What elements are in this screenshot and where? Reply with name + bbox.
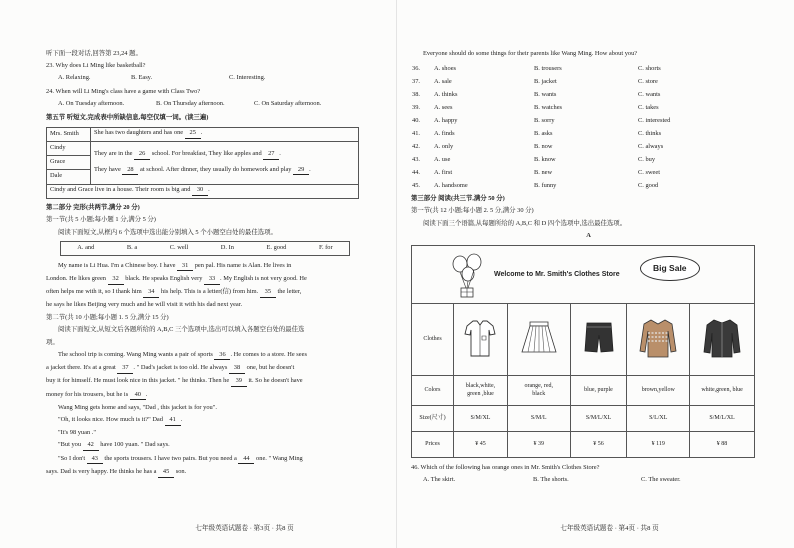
label-prices: Prices [412,431,454,457]
option-a[interactable]: A. sees [434,103,453,111]
ad-banner [412,245,755,303]
cell-mrs-smith-info: She has two daughters and has one 25 . [91,127,359,141]
option-a[interactable]: A. shoes [434,64,457,72]
skirt-icon [519,318,559,358]
question-46-options [411,476,766,485]
option-row-number: 36. [412,64,420,72]
part-2-section-1-instructions: 阅读下面短文,从框内 6 个选项中选出能分别填入 5 个小题空白处的最佳选项。 [58,228,277,236]
blank-30[interactable]: 30 [192,186,208,196]
part-2-section-2-heading: 第二节(共 10 小题;每小题 1. 5 分,满分 15 分) [46,313,169,321]
passage-2-line: says. Dad is very happy. He thinks he has a 45 son. [46,468,365,478]
size-shirt: S/M/XL [454,405,508,431]
name-dale: Dale [50,171,63,179]
box-option-f: F. for [318,244,333,252]
item-jacket [690,303,755,375]
cell-names [47,141,91,184]
jacket-icon [702,317,742,359]
blank-41[interactable]: 41 [165,416,181,426]
option-b[interactable]: B. sorry [534,116,555,124]
option-b[interactable]: B. know [534,155,556,163]
blank-33[interactable]: 33 [204,275,220,285]
q46-option-a[interactable]: A. The skirt. [423,475,456,483]
blank-25[interactable]: 25 [185,129,201,139]
option-b[interactable]: B. trousers [534,64,562,72]
part-3-section-1-heading: 第一节(共 12 小题;每小题 2. 5 分,满分 30 分) [411,207,534,215]
size-shorts: S/M/L/XL [570,405,627,431]
item-skirt [507,303,570,375]
blank-27[interactable]: 27 [263,150,279,160]
blank-28[interactable]: 28 [122,166,138,176]
box-option-b: B. a [126,244,138,252]
option-b[interactable]: B. watches [534,103,563,111]
cell-children-info: They are in the 26 school. For breakfast, They like apples and 27 . They have 28 at school. After dinner, they usually do homework and play 29 . [91,141,359,184]
item-sweater [627,303,690,375]
colors-shirt: black,white, green ,blue [454,375,508,405]
name-grace: Grace [47,156,90,170]
word-choice-box [60,241,350,256]
question-23-options [46,74,365,83]
blank-37[interactable]: 37 [117,364,133,374]
q46-option-c[interactable]: C. The sweater. [641,475,681,483]
blank-39[interactable]: 39 [231,377,247,387]
option-a[interactable]: A. finds [434,129,455,137]
page-footer-left: 七年级英语试题卷 · 第3页 · 共8 页 [195,525,294,533]
passage-2-line: The school trip is coming. Wang Ming wants a pair of sports 36 . He comes to a store. He sees [46,351,365,361]
page-footer-right: 七年级英语试题卷 · 第4页 · 共8 页 [560,525,659,533]
option-b[interactable]: B. new [534,168,553,176]
q23-option-c[interactable]: C. Interesting. [229,74,266,82]
question-24-stem: 24. When will Li Ming's class have a game with Class Two? [46,88,201,96]
option-c[interactable]: C. takes [638,103,659,111]
shirt-icon [463,318,497,358]
colors-jacket: white,green, blue [690,375,755,405]
price-skirt: ¥ 39 [507,431,570,457]
option-a[interactable]: A. only [434,142,454,150]
passage-2-line: Wang Ming gets home and says, "Dad , this jacket is for you". [58,403,217,411]
passage-1-line: often helps me with it, so I thank him 34 his help. This is a letter(信) from him. 35 the letter, [46,288,365,298]
option-c[interactable]: C. good [638,181,659,189]
size-jacket: S/M/L/XL [690,405,755,431]
passage-1-line: My name is Li Hua. I'm a Chinese boy. I have 31 pen pal. His name is Alan. He lives in [46,262,365,272]
colors-shorts: blue, purple [570,375,627,405]
option-b[interactable]: B. funny [534,181,557,189]
blank-32[interactable]: 32 [108,275,124,285]
box-option-c: C. well [169,244,189,252]
cell-mrs-smith: Mrs. Smith [47,127,91,141]
cloze-options-grid [412,65,766,191]
passage-2-line: buy it for himself. He must look nice in this jacket. " he thinks. Then he 39 it. So he doesn't have [46,377,365,387]
welcome-banner: Welcome to Mr. Smith's Clothes Store [494,270,620,278]
listening-intro: 听下面一段对话,回答第 23,24 题。 [46,50,142,57]
passage-2-line: a jacket there. It's at a great 37 . " Dad's jacket is too old. He always 38 one, but he doesn't [46,364,365,374]
passage-2-line: "So I don't 43 the sports trousers. I have two pairs. But you need a 44 one. " Wang Ming [46,455,365,465]
option-a[interactable]: A. use [434,155,451,163]
option-b[interactable]: B. now [534,142,553,150]
blank-42[interactable]: 42 [83,441,99,451]
option-row-number: 39. [412,103,420,111]
option-row-number: 37. [412,77,420,85]
q24-option-a[interactable]: A. On Tuesday afternoon. [58,100,125,108]
clothes-store-ad [411,245,755,458]
part-2-section-1-heading: 第一节(共 5 小题;每小题 1 分,满分 5 分) [46,216,156,224]
q24-option-c[interactable]: C. On Saturday afternoon. [254,100,322,108]
right-page [397,0,794,548]
passage-1 [46,262,365,310]
big-sale-label: Big Sale [640,256,700,281]
option-c[interactable]: C. shorts [638,64,661,72]
q24-option-b[interactable]: B. On Thursday afternoon. [156,100,225,108]
box-option-a: A. and [77,244,95,252]
option-c[interactable]: C. store [638,77,658,85]
blank-40[interactable]: 40 [130,391,146,401]
option-row-number: 42. [412,142,420,150]
part-3-section-1-instructions: 阅读下面三个语篇,从每题所给的 A,B,C 和 D 四个选项中,选出最佳选项。 [423,219,627,227]
blank-31[interactable]: 31 [177,262,193,272]
passage-2-line: "Oh, it looks nice. How much is it?" Dad 41 . [46,416,365,426]
item-shirt [454,303,508,375]
option-a[interactable]: A. handsome [434,181,468,189]
shorts-icon [581,319,617,357]
option-c[interactable]: C. wants [638,90,661,98]
q46-option-b[interactable]: B. The shorts. [533,475,569,483]
passage-2-line: "But you 42 have 100 yuan. " Dad says. [46,441,365,451]
option-a[interactable]: A. thinks [434,90,458,98]
part-2-heading: 第二部分 完形(共两节,满分 20 分) [46,203,140,211]
option-c[interactable]: C. interested [638,116,671,124]
blank-26[interactable]: 26 [134,150,150,160]
option-b[interactable]: B. asks [534,129,553,137]
option-a[interactable]: A. sale [434,77,452,85]
option-a[interactable]: A. first [434,168,453,176]
box-option-e: E. good [266,244,287,252]
price-jacket: ¥ 88 [690,431,755,457]
option-c[interactable]: C. buy [638,155,656,163]
blank-45[interactable]: 45 [158,468,174,478]
price-shorts: ¥ 56 [570,431,627,457]
option-row-number: 45. [412,181,420,189]
option-c[interactable]: C. thinks [638,129,662,137]
blank-38[interactable]: 38 [229,364,245,374]
q23-option-b[interactable]: B. Easy. [131,74,153,82]
question-24-options [46,100,365,109]
option-c[interactable]: C. always [638,142,664,150]
option-row-number: 40. [412,116,420,124]
q23-option-a[interactable]: A. Relaxing. [58,74,91,82]
price-shirt: ¥ 45 [454,431,508,457]
blank-34[interactable]: 34 [143,288,159,298]
colors-skirt: orange, red, black [507,375,570,405]
label-colors: Colors [412,375,454,405]
passage-2 [46,351,365,478]
part-2-section-2-instructions-cont: 项。 [46,338,59,346]
option-b[interactable]: B. jacket [534,77,557,85]
balloons-icon [448,252,488,300]
cell-house-info: Cindy and Grace live in a house. Their room is big and 30 . [47,184,359,198]
question-23-stem: 23. Why does Li Ming like basketball? [46,62,146,70]
option-row-number: 41. [412,129,420,137]
option-b[interactable]: B. wants [534,90,557,98]
blank-44[interactable]: 44 [238,455,254,465]
option-row-number: 43. [412,155,420,163]
part-2-section-2-instructions: 阅读下面短文,从短文后各题所给的 A,B,C 三个选项中,选出可以填入各题空白处的最佳选 [58,326,305,334]
colors-sweater: brown,yellow [627,375,690,405]
passage-1-line: he says he likes Beijing very much and he will visit it with his dad next year. [46,301,243,309]
blank-29[interactable]: 29 [293,166,309,176]
option-a[interactable]: A. happy [434,116,458,124]
blank-36[interactable]: 36 [214,351,230,361]
option-row-number: 38. [412,90,420,98]
label-size: Size(尺寸) [412,405,454,431]
passage-2-closing: Everyone should do some things for their parents like Wang Ming. How about you? [423,50,638,57]
section-5-heading: 第五节 听短文,完成表中所缺信息,每空仅填一词。(读三遍) [46,113,209,121]
blank-43[interactable]: 43 [87,455,103,465]
size-sweater: S/L/XL [627,405,690,431]
price-sweater: ¥ 119 [627,431,690,457]
blank-35[interactable]: 35 [260,288,276,298]
part-3-heading: 第三部分 阅读(共三节,满分 50 分) [411,194,505,202]
passage-letter-a: A [586,232,591,240]
passage-2-line: money for his trousers, but he is 40 . [46,391,365,401]
question-46-stem: 46. Which of the following has orange ones in Mr. Smith's Clothes Store? [411,463,600,471]
item-shorts [570,303,627,375]
big-sale-badge [640,256,700,281]
passage-1-line: London. He likes green 32 black. He speaks English very 33 . My English is not very good. He [46,275,365,285]
listening-info-table [46,127,359,199]
label-clothes: Clothes [412,303,454,375]
size-skirt: S/M/L [507,405,570,431]
option-row-number: 44. [412,168,420,176]
option-c[interactable]: C. sweet [638,168,661,176]
passage-2-line: "It's 98 yuan ." [58,429,96,437]
sweater-icon [638,317,678,359]
name-cindy: Cindy [47,142,90,156]
box-option-d: D. In [220,244,234,252]
